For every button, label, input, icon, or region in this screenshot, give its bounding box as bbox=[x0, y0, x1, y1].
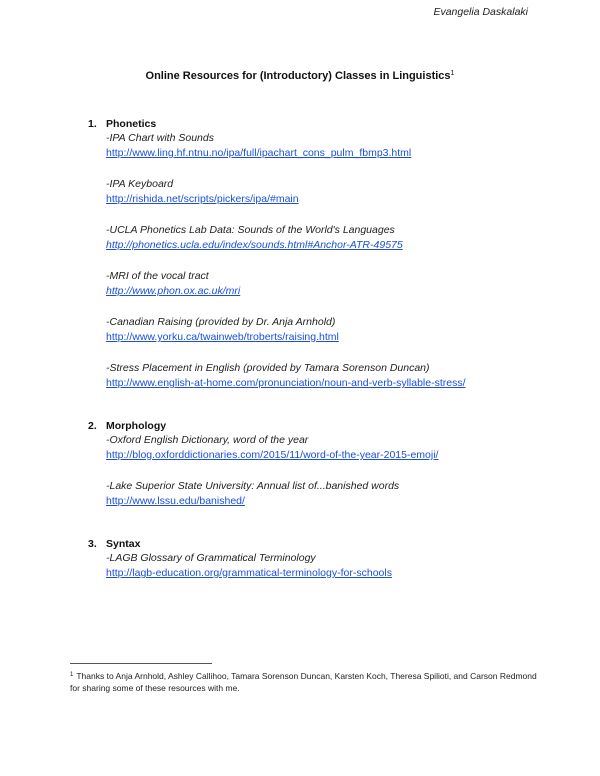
section-syntax bbox=[88, 537, 548, 581]
resource-link[interactable]: http://rishida.net/scripts/pickers/ipa/#main bbox=[106, 193, 299, 205]
section-number: 1. bbox=[88, 118, 97, 130]
resource-description: -Stress Placement in English (provided by Tamara Sorenson Duncan) bbox=[106, 362, 430, 374]
resource-description: -Oxford English Dictionary, word of the year bbox=[106, 434, 309, 446]
section-number: 3. bbox=[88, 538, 97, 550]
resource-description: -IPA Keyboard bbox=[106, 178, 174, 190]
resource-link[interactable]: http://phonetics.ucla.edu/index/sounds.html#Anchor-ATR-49575 bbox=[106, 239, 403, 251]
footnote-divider bbox=[70, 663, 212, 664]
resource-description: -Lake Superior State University: Annual list of...banished words bbox=[106, 480, 400, 492]
resource-item bbox=[106, 177, 548, 207]
resource-description: -MRI of the vocal tract bbox=[106, 270, 209, 282]
resource-item bbox=[106, 315, 548, 345]
resource-list bbox=[88, 551, 548, 581]
resource-item bbox=[106, 361, 548, 391]
resource-list bbox=[88, 131, 548, 391]
document-title-text: Online Resources for (Introductory) Classes in Linguistics bbox=[145, 70, 451, 82]
resource-link[interactable]: http://www.ling.hf.ntnu.no/ipa/full/ipachart_cons_pulm_fbmp3.html bbox=[106, 147, 412, 159]
section-heading bbox=[88, 117, 548, 131]
section-heading bbox=[88, 419, 548, 433]
section-phonetics bbox=[88, 117, 548, 391]
section-title: Phonetics bbox=[106, 118, 157, 130]
resource-item bbox=[106, 131, 548, 161]
section-morphology bbox=[88, 419, 548, 509]
author-name: Evangelia Daskalaki bbox=[433, 6, 528, 18]
section-title: Syntax bbox=[106, 538, 141, 550]
resource-description: -UCLA Phonetics Lab Data: Sounds of the World's Languages bbox=[106, 224, 395, 236]
footnote-marker: 1 bbox=[70, 672, 74, 678]
resource-description: -LAGB Glossary of Grammatical Terminology bbox=[106, 552, 316, 564]
resource-item bbox=[106, 479, 548, 509]
resource-item bbox=[106, 433, 548, 463]
section-heading bbox=[88, 537, 548, 551]
resource-link[interactable]: http://www.phon.ox.ac.uk/mri bbox=[106, 285, 241, 297]
resource-sections bbox=[88, 117, 548, 609]
resource-description: -IPA Chart with Sounds bbox=[106, 132, 214, 144]
resource-item bbox=[106, 223, 548, 253]
section-number: 2. bbox=[88, 420, 97, 432]
section-title: Morphology bbox=[106, 420, 167, 432]
resource-link[interactable]: http://blog.oxforddictionaries.com/2015/11/word-of-the-year-2015-emoji/ bbox=[106, 449, 439, 461]
resource-item bbox=[106, 269, 548, 299]
footnote bbox=[70, 669, 540, 694]
resource-link[interactable]: http://lagb-education.org/grammatical-terminology-for-schools bbox=[106, 567, 392, 579]
resource-link[interactable]: http://www.yorku.ca/twainweb/troberts/raising.html bbox=[106, 331, 339, 343]
footnote-text: Thanks to Anja Arnhold, Ashley Callihoo, Tamara Sorenson Duncan, Karsten Koch, Theresa Spilioti, and Carson Redmond for sharing some of these resources with me. bbox=[70, 671, 537, 693]
resource-link[interactable]: http://www.english-at-home.com/pronunciation/noun-and-verb-syllable-stress/ bbox=[106, 377, 466, 389]
title-footnote-marker[interactable]: 1 bbox=[450, 70, 455, 77]
resource-link[interactable]: http://www.lssu.edu/banished/ bbox=[106, 495, 245, 507]
resource-item bbox=[106, 551, 548, 581]
document-title bbox=[0, 70, 600, 82]
resource-description: -Canadian Raising (provided by Dr. Anja Arnhold) bbox=[106, 316, 336, 328]
resource-list bbox=[88, 433, 548, 509]
